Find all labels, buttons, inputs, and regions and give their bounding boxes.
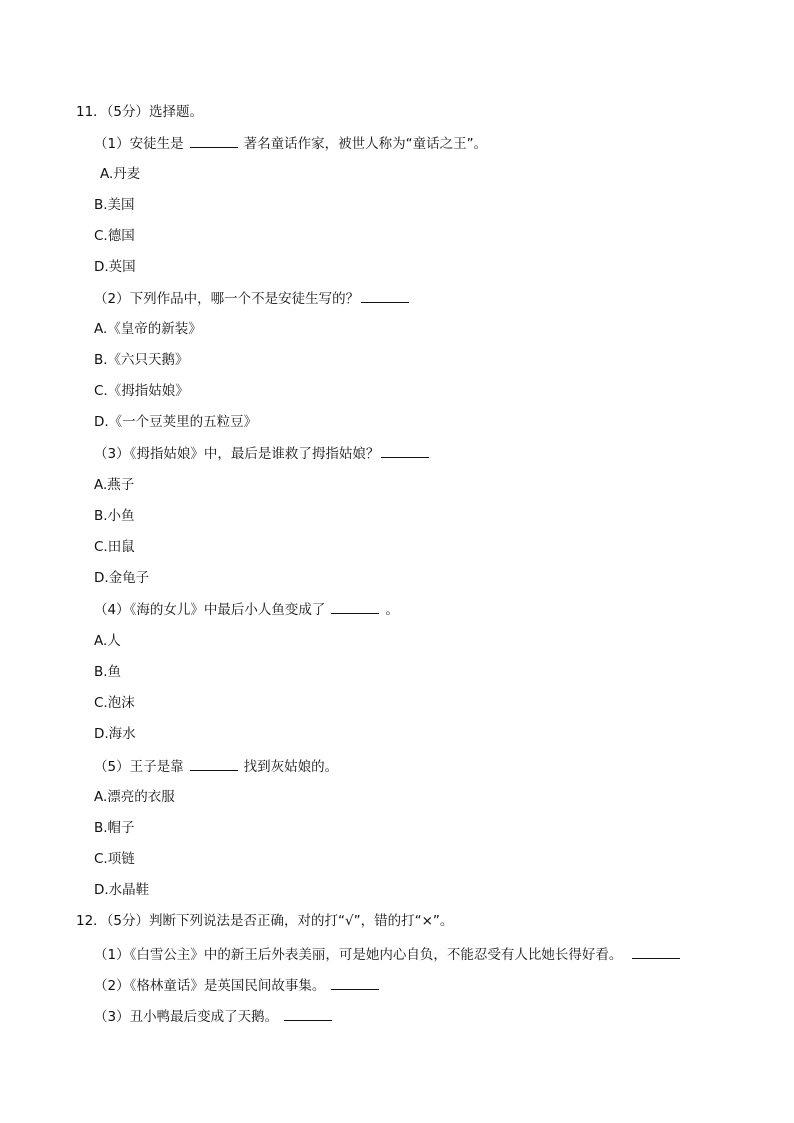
q11-sub1-text-post: 著名童话作家，被世人称为“童话之王”。 xyxy=(243,136,488,152)
answer-blank[interactable] xyxy=(284,1006,332,1021)
q11-sub1-option-a[interactable]: A.丹麦 xyxy=(100,166,141,182)
q11-sub5-option-a[interactable]: A.漂亮的衣服 xyxy=(94,789,175,805)
answer-blank[interactable] xyxy=(381,443,429,458)
answer-blank[interactable] xyxy=(331,599,379,614)
q11-sub5-text-post: 找到灰姑娘的。 xyxy=(243,759,339,775)
question-11-header: 11．（5分）选择题。 xyxy=(76,104,204,120)
q12-item-2-text: （2）《格林童话》是英国民间故事集。 xyxy=(94,978,326,994)
q11-sub3-option-d[interactable]: D.金龟子 xyxy=(94,570,150,586)
q11-sub1-text-pre: （1）安徒生是 xyxy=(94,136,184,152)
q11-sub4-option-c[interactable]: C.泡沫 xyxy=(94,695,135,711)
q11-sub4-text-post: 。 xyxy=(385,602,399,618)
q11-sub3-option-c[interactable]: C.田鼠 xyxy=(94,539,135,555)
answer-blank[interactable] xyxy=(361,288,409,303)
q11-sub1-prompt xyxy=(94,133,487,154)
q12-item-1-text: （1）《白雪公主》中的新王后外表美丽，可是她内心自负，不能忍受有人比她长得好看。 xyxy=(94,947,623,963)
question-12-header: 12．（5分）判断下列说法是否正确，对的打“√”，错的打“×”。 xyxy=(76,913,454,929)
q11-sub2-option-a[interactable]: A.《皇帝的新装》 xyxy=(94,321,202,337)
q12-item-1 xyxy=(94,944,686,965)
q11-sub4-text-pre: （4）《海的女儿》中最后小人鱼变成了 xyxy=(94,602,326,618)
q11-sub5-prompt xyxy=(94,756,338,777)
q11-sub4-option-d[interactable]: D.海水 xyxy=(94,726,136,742)
answer-blank[interactable] xyxy=(632,944,680,959)
q11-sub2-text-pre: （2）下列作品中，哪一个不是安徒生写的？ xyxy=(94,291,360,307)
q11-sub5-option-c[interactable]: C.项链 xyxy=(94,851,135,867)
q11-sub2-option-c[interactable]: C.《拇指姑娘》 xyxy=(94,383,189,399)
answer-blank[interactable] xyxy=(190,133,238,148)
q11-sub3-text-pre: （3）《拇指姑娘》中，最后是谁救了拇指姑娘？ xyxy=(94,446,380,462)
q12-item-2 xyxy=(94,975,385,996)
q11-sub3-prompt xyxy=(94,443,429,464)
q11-sub3-option-a[interactable]: A.燕子 xyxy=(94,477,135,493)
q11-sub4-prompt xyxy=(94,599,399,620)
q11-sub5-text-pre: （5）王子是靠 xyxy=(94,759,184,775)
q11-sub1-option-b[interactable]: B.美国 xyxy=(94,197,135,213)
q12-item-3-text: （3）丑小鸭最后变成了天鹅。 xyxy=(94,1009,279,1025)
q11-sub5-option-b[interactable]: B.帽子 xyxy=(94,820,135,836)
q12-item-3 xyxy=(94,1006,338,1027)
q11-sub3-option-b[interactable]: B.小鱼 xyxy=(94,508,135,524)
q11-sub1-option-d[interactable]: D.英国 xyxy=(94,259,136,275)
q11-sub4-option-b[interactable]: B.鱼 xyxy=(94,664,122,680)
q11-sub5-option-d[interactable]: D.水晶鞋 xyxy=(94,882,150,898)
q11-sub1-option-c[interactable]: C.德国 xyxy=(94,228,135,244)
q11-sub4-option-a[interactable]: A.人 xyxy=(94,633,121,649)
q11-sub2-option-d[interactable]: D.《一个豆荚里的五粒豆》 xyxy=(94,414,258,430)
answer-blank[interactable] xyxy=(331,975,379,990)
q11-sub2-prompt xyxy=(94,288,409,309)
q11-sub2-option-b[interactable]: B.《六只天鹅》 xyxy=(94,352,189,368)
answer-blank[interactable] xyxy=(190,756,238,771)
